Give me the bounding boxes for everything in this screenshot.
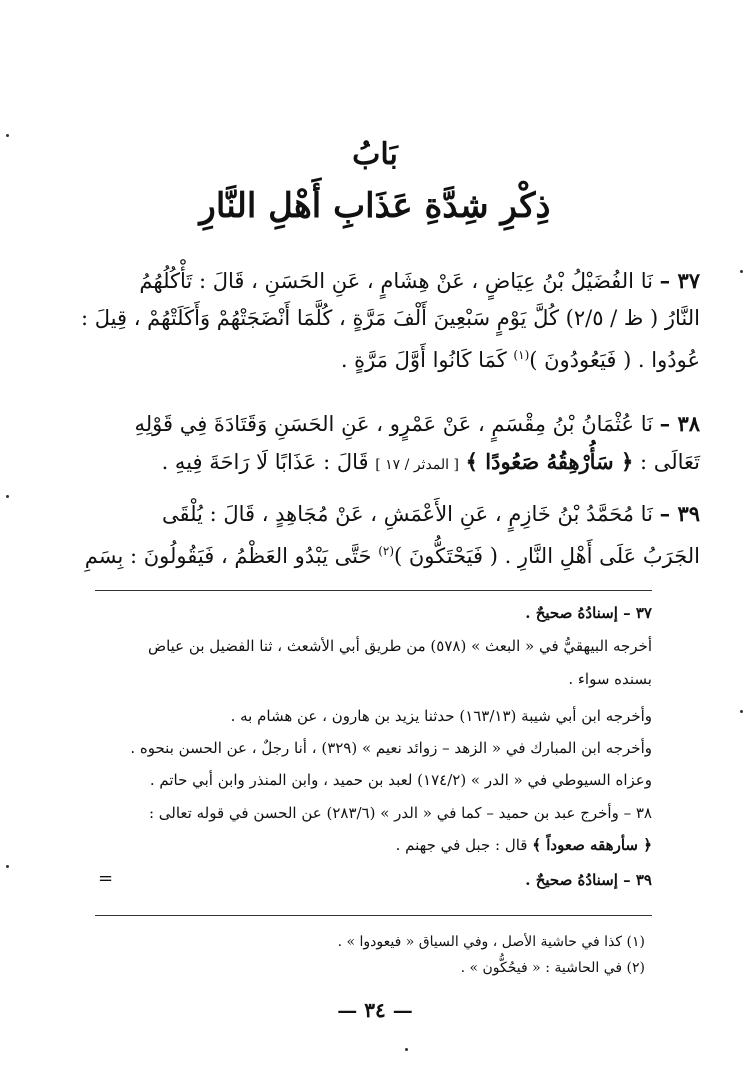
note-38-line	[95, 830, 652, 860]
hadith-text: حَتَّى يَبْدُو العَظْمُ ، فَيَقُولُونَ : بِسَمِ	[84, 544, 372, 568]
note-37-line: وعزاه السيوطي في « الدر » (١٧٤/٢) لعبد بن حميد ، وابن المنذر وابن أبي حاتم .	[149, 771, 652, 789]
hadith-text: نَا الفُضَيْلُ بْنُ عِيَاضٍ ، عَنْ هِشَامٍ ، عَنِ الحَسَنِ ، قَالَ : تَأْكُلُهُمُ	[139, 269, 653, 293]
note-37-heading: ٣٧ – إسنادُهُ صحيحٌ .	[525, 604, 652, 622]
hadith-number: ٣٩ –	[659, 501, 700, 526]
hadith-text: النَّارُ ( ظ / ٢/٥) كُلَّ يَوْمٍ سَبْعِينَ أَلْفَ مَرَّةٍ ، كُلَّمَا أَنْضَجَتْهُمْ وَأَكَلَتْهُمْ ، قِيلَ :	[81, 306, 700, 330]
hadith-line	[50, 337, 700, 379]
hadith-text: نَا عُثْمَانُ بْنُ مِقْسَمٍ ، عَنْ عَمْرٍو ، عَنِ الحَسَنِ وَقَتَادَةَ فِي قَوْلِهِ	[134, 412, 653, 436]
quran-verse: ﴿ سأرهقه صعوداً ﴾	[532, 836, 652, 854]
hadith-line	[50, 443, 700, 484]
hadith-number: ٣٨ –	[659, 411, 700, 436]
footnote-1: (١) كذا في حاشية الأصل ، وفي السياق « فيعودوا » .	[337, 934, 645, 950]
chapter-title: ذِكْرِ شِدَّةِ عَذَابِ أَهْلِ النَّارِ	[199, 186, 551, 226]
hadith-text: كَمَا كَانُوا أَوَّلَ مَرَّةٍ .	[340, 348, 507, 372]
hadith-line	[50, 533, 700, 575]
hadith-39	[50, 495, 700, 575]
hadith-38	[50, 405, 700, 484]
hadith-number: ٣٧ –	[659, 268, 700, 293]
note-37-line: وأخرجه ابن أبي شيبة (١٦٣/١٣) حدثنا يزيد بن هارون ، عن هشام به .	[230, 707, 652, 725]
hadith-text: نَا مُحَمَّدُ بْنُ خَازِمٍ ، عَنِ الأَعْمَشِ ، عَنْ مُجَاهِدٍ ، قَالَ : يُلْقَى	[161, 502, 653, 526]
scan-speck	[6, 865, 9, 868]
note-37-line: بسنده سواء .	[568, 670, 652, 688]
hadith-line	[50, 495, 700, 533]
note-text: قال : جبل في جهنم .	[395, 836, 528, 854]
scan-speck	[740, 710, 743, 713]
footnote-2: (٢) في الحاشية : « فيحُكُّون » .	[460, 960, 645, 976]
hadith-text: عُودُوا . ( فَيَعُودُونَ )	[529, 348, 700, 372]
hadith-37	[50, 262, 700, 379]
scan-speck	[740, 270, 743, 273]
note-39-heading: ٣٩ – إسنادُهُ صحيحٌ .	[525, 871, 652, 889]
notes-divider	[95, 590, 652, 591]
note-38-line: ٣٨ – وأخرج عبد بن حميد – كما في « الدر » (٢٨٣/٦) عن الحسن في قوله تعالى :	[148, 804, 652, 822]
scan-speck	[6, 495, 9, 498]
chapter-heading: بَابُ	[352, 137, 398, 172]
hadith-line	[50, 262, 700, 300]
hadith-text: تَعَالَى :	[639, 450, 700, 474]
scan-speck	[405, 1048, 408, 1051]
scan-speck	[6, 134, 9, 137]
hadith-text: الجَرَبُ عَلَى أَهْلِ النَّارِ . ( فَيَحْتَكُّونَ )	[394, 544, 700, 568]
note-37-line: أخرجه البيهقيُّ في « البعث » (٥٧٨) من طريق أبي الأشعث ، ثنا الفضيل بن عياض	[147, 637, 652, 655]
quran-verse: ﴿ سَأُرْهِقُهُ صَعُودًا ﴾	[465, 449, 634, 474]
hadith-text: قَالَ : عَذَابًا لَا رَاحَةَ فِيهِ .	[161, 450, 369, 474]
continuation-mark: =	[98, 868, 114, 889]
hadith-line	[50, 405, 700, 443]
page-number: — ٣٤ —	[337, 998, 413, 1022]
footnote-divider	[95, 915, 652, 916]
footnote-marker: (٢)	[378, 544, 395, 558]
sura-reference: [ المدثر / ١٧ ]	[375, 457, 459, 473]
note-37-line: وأخرجه ابن المبارك في « الزهد – زوائد نعيم » (٣٢٩) ، أنا رجلٌ ، عن الحسن بنحوه .	[130, 739, 652, 757]
footnote-marker: (١)	[513, 348, 530, 362]
